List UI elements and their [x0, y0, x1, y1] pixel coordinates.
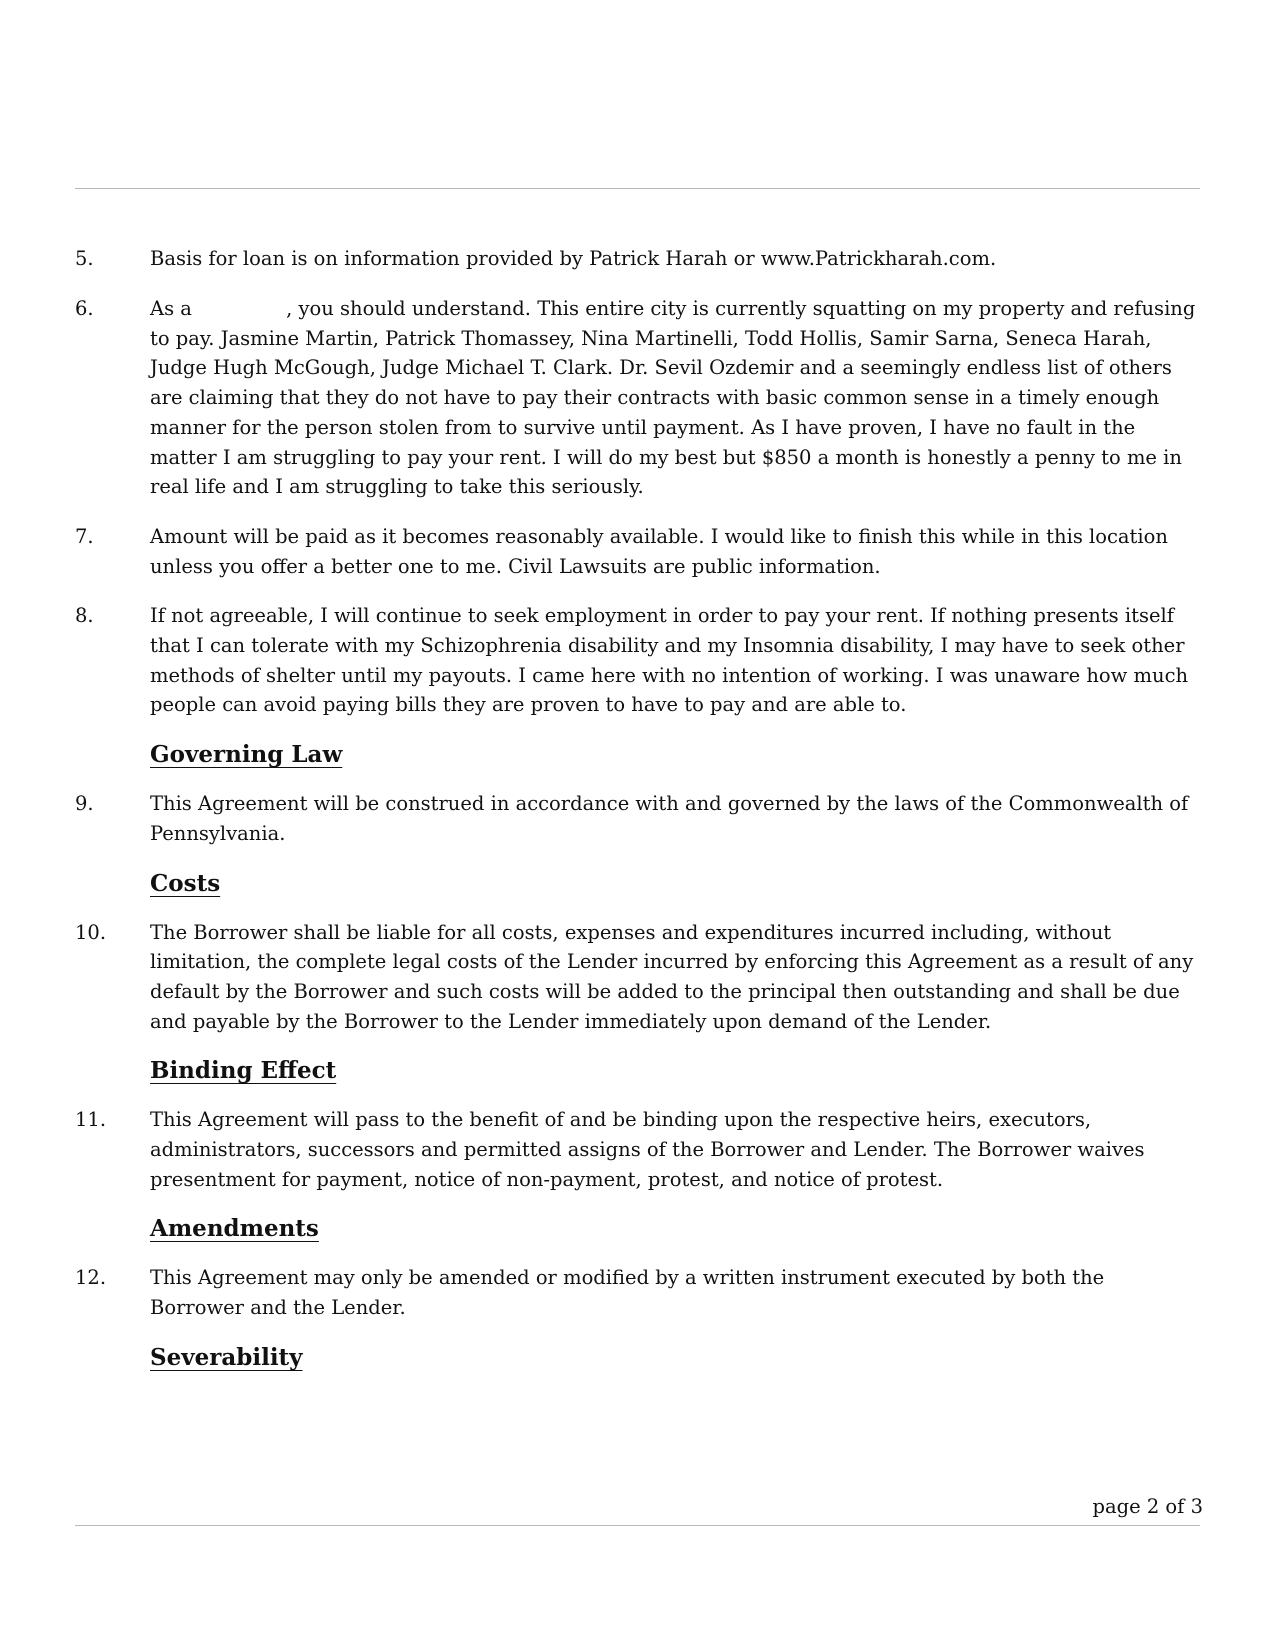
clause-text: This Agreement will pass to the benefit of and be binding upon the respective heirs, executors, administrators, successors and permitted assigns of the Borrower and Lender. The Borrower waives presentment for payment, notice of non-payment, protest, and notice of protest. [150, 1108, 1145, 1191]
clause-number: 9. [75, 792, 94, 816]
clause-text: Amount will be paid as it becomes reasonably available. I would like to finish this while in this location unless you offer a better one to me. Civil Lawsuits are public information. [150, 524, 1168, 578]
clause-10 [75, 918, 1203, 1037]
clause-number: 12. [75, 1266, 107, 1290]
document-body [75, 244, 1203, 1392]
clause-number: 6. [75, 297, 94, 320]
section-heading-severability: Severability [150, 1343, 303, 1371]
clause-number: 10. [75, 920, 107, 944]
section-heading-costs: Costs [150, 869, 221, 897]
clause-text-start: As a [150, 297, 192, 320]
clause-text [150, 294, 1203, 502]
clause-11 [75, 1105, 1203, 1194]
clause-7 [75, 522, 1203, 581]
header-divider [75, 188, 1200, 189]
section-heading-governing-law: Governing Law [150, 741, 343, 769]
clause-number: 11. [75, 1108, 107, 1132]
page-number: page 2 of 3 [1092, 1495, 1203, 1518]
section-heading-binding-effect: Binding Effect [150, 1057, 337, 1085]
clause-number: 8. [75, 604, 94, 628]
redaction-box [198, 300, 286, 320]
clause-5 [75, 244, 1203, 274]
clause-text: The Borrower shall be liable for all costs, expenses and expenditures incurred including, without limitation, the complete legal costs of the Lender incurred by enforcing this Agreement as a result of any default by the Borrower and such costs will be added to the principal then outstanding and shall be due and payable by the Borrower to the Lender immediately upon demand of the Lender. [150, 920, 1194, 1033]
clause-text-rest: , you should understand. This entire city is currently squatting on my property and refusing to pay. Jasmine Martin, Patrick Thomassey, Nina Martinelli, Todd Hollis, Samir Sarna, Seneca Harah, Judge Hugh McGough, Judge Michael T. Clark. Dr. Sevil Ozdemir and a seemingly endless list of others are claiming that they do not have to pay their contracts with basic common sense in a timely enough manner for the person stolen from to survive until payment. As I have proven, I have no fault in the matter I am struggling to pay your rent. I will do my best but $850 a month is honestly a penny to me in real life and I am struggling to take this seriously. [150, 297, 1196, 499]
section-heading-amendments: Amendments [150, 1215, 319, 1243]
clause-text: Basis for loan is on information provided by Patrick Harah or www.Patrickharah.com. [150, 247, 997, 270]
clause-text: This Agreement may only be amended or modified by a written instrument executed by both the Borrower and the Lender. [150, 1266, 1105, 1320]
clause-8 [75, 601, 1203, 720]
clause-text: If not agreeable, I will continue to seek employment in order to pay your rent. If nothing presents itself that I can tolerate with my Schizophrenia disability and my Insomnia disability, I may have to seek other methods of shelter until my payouts. I came here with no intention of working. I was unaware how much people can avoid paying bills they are proven to have to pay and are able to. [150, 604, 1189, 717]
clause-9 [75, 789, 1203, 848]
clause-number: 7. [75, 524, 94, 548]
clause-number: 5. [75, 247, 94, 270]
footer-divider [75, 1525, 1200, 1526]
clause-6 [75, 294, 1203, 502]
clause-12 [75, 1263, 1203, 1322]
clause-text: This Agreement will be construed in accordance with and governed by the laws of the Commonwealth of Pennsylvania. [150, 792, 1189, 845]
